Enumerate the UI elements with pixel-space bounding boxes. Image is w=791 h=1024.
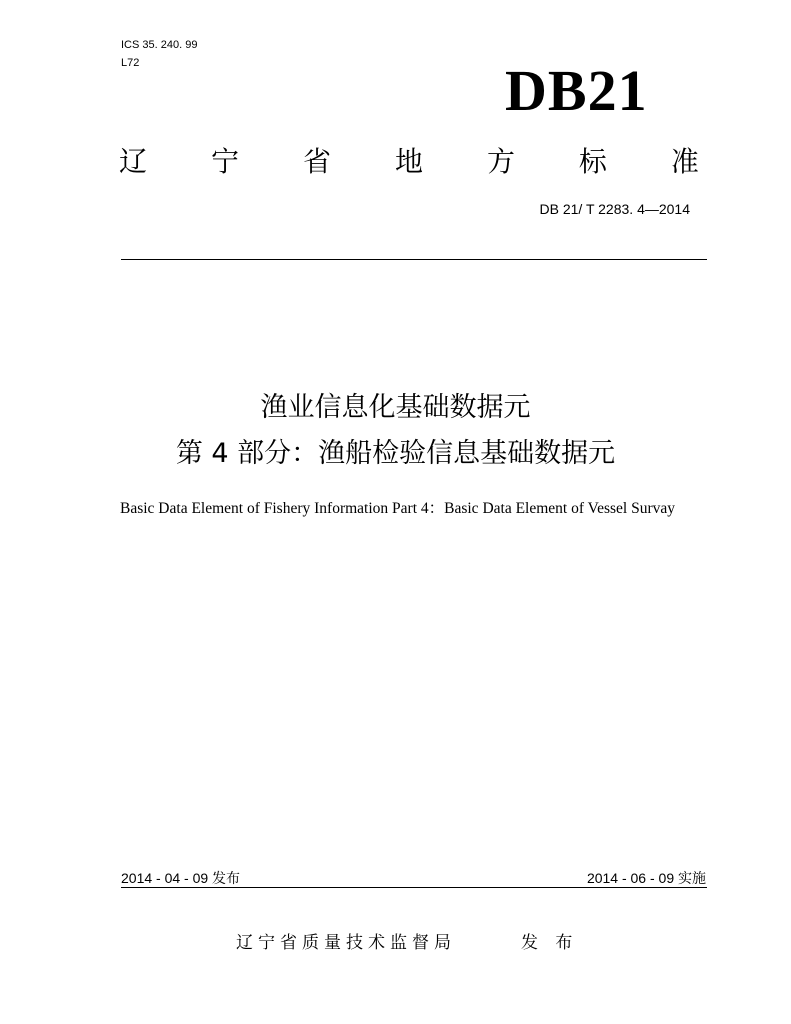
classification-code: L72 xyxy=(121,57,140,69)
standard-number: DB 21/ T 2283. 4—2014 xyxy=(539,201,690,217)
standard-type-char: 标 xyxy=(578,145,607,178)
standard-logo: DB21 xyxy=(505,58,648,123)
standard-type-char: 准 xyxy=(670,145,699,178)
issuing-authority: 辽宁省质量技术监督局 xyxy=(236,933,456,953)
english-title: Basic Data Element of Fishery Information Part 4：Basic Data Element of Vessel Survay xyxy=(120,500,675,517)
standard-type-heading xyxy=(119,140,699,180)
issue-label: 发 布 xyxy=(521,933,579,953)
footer-divider xyxy=(121,887,707,888)
standard-type-char: 宁 xyxy=(210,145,239,178)
header-divider xyxy=(121,259,707,260)
standard-type-char: 方 xyxy=(486,145,515,178)
standard-type-char: 地 xyxy=(394,145,423,178)
ics-code: ICS 35. 240. 99 xyxy=(121,39,198,51)
document-title: 渔业信息化基础数据元 xyxy=(260,392,531,423)
standard-type-char: 省 xyxy=(302,145,331,178)
implementation-date: 2014 - 06 - 09 实施 xyxy=(586,870,706,886)
standard-type-char: 辽 xyxy=(119,145,148,178)
issue-date: 2014 - 04 - 09 发布 xyxy=(121,870,241,886)
document-subtitle: 第 4 部分：渔船检验信息基础数据元 xyxy=(175,438,616,469)
